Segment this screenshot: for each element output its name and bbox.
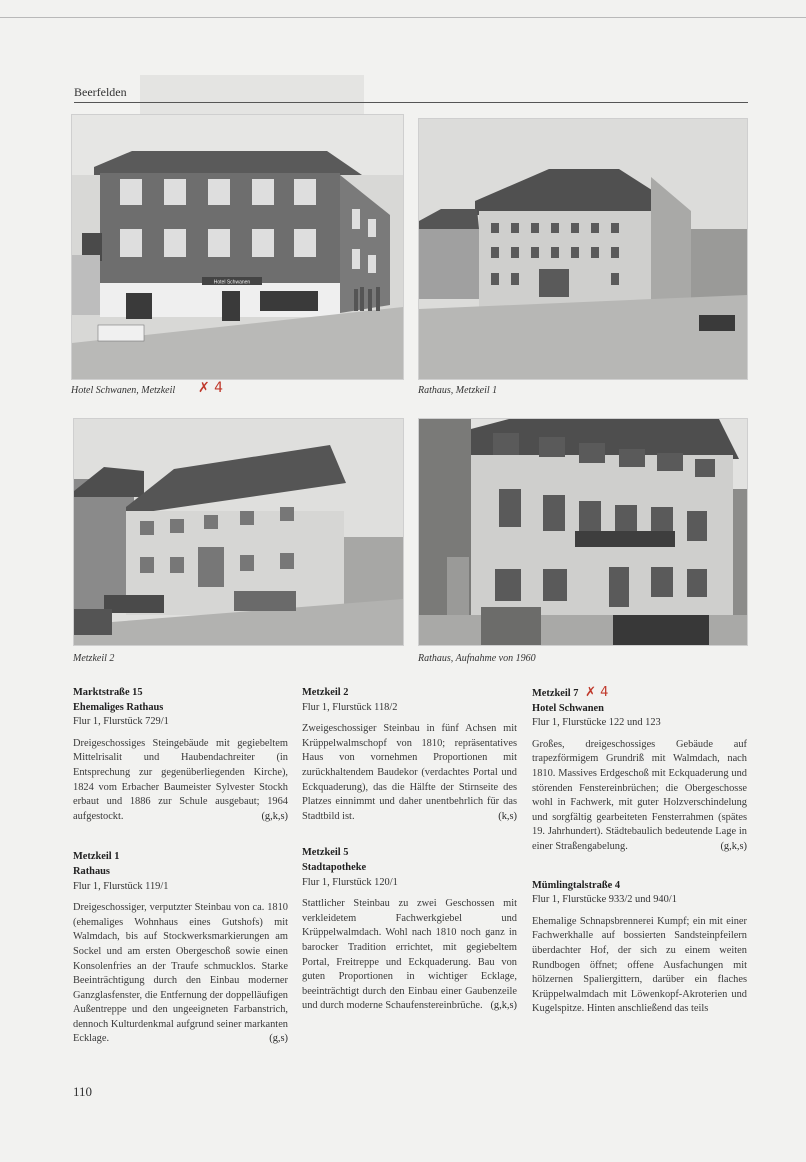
photo-hotel-schwanen <box>71 114 404 380</box>
entry-address-line <box>532 686 747 702</box>
handwritten-annotation: ✗ 4 <box>585 685 609 700</box>
entry-marks: (g,k,s) <box>720 840 747 852</box>
entry-parcel: Flur 1, Flurstück 118/2 <box>302 701 398 713</box>
photo-caption: Hotel Schwanen, Metzkeil <box>71 385 176 396</box>
text-column-right <box>532 686 747 1017</box>
spacer <box>532 855 747 879</box>
text-column-left <box>73 686 288 1047</box>
entry-metzkeil-5 <box>302 846 517 1014</box>
entry-metzkeil-7 <box>532 686 747 855</box>
entry-marks: (g,k,s) <box>490 1000 517 1012</box>
scan-top-edge <box>0 17 806 18</box>
entry-address: Metzkeil 7 <box>532 688 579 699</box>
entry-name: Stadtapotheke <box>302 861 367 873</box>
entry-name: Rathaus <box>73 865 110 877</box>
photo-caption: Rathaus, Metzkeil 1 <box>418 385 498 396</box>
entry-parcel: Flur 1, Flurstücke 122 und 123 <box>532 717 661 729</box>
photo-caption: Metzkeil 2 <box>73 653 115 664</box>
photo-metzkeil-2 <box>73 418 404 646</box>
entry-description: Dreigeschossiges Steingebäude mit gegiebeltem Mittelrisalit und Haubendachreiter (in Entsprechung zur gegenüberliegenden Kirche), 1824 vom Erbacher Baumeister Sylvester Stockh erbaut und 1886 zur Schule ausgebaut; 1964 aufgestockt. <box>73 737 288 822</box>
entry-address: Metzkeil 2 <box>302 687 349 698</box>
entry-address: Marktstraße 15 <box>73 687 143 698</box>
entry-description: Großes, dreigeschossiges Gebäude auf trapezförmigem Grundriß mit Walmdach, nach 1810. Massives Erdgeschoß mit Eckquaderung und störenden Fenstereinbrüchen; die Obergeschosse wohl in Fachwerk, mit guter Holzverschindelung und sorgfältig gearbeiteten Fensterrahmen (spätes 19. Jahrhundert). Städtebaulich bedeutende Lage in einer Straßengabelung. <box>532 738 747 852</box>
entry-name: Ehemaliges Rathaus <box>73 701 164 713</box>
entry-description: Dreigeschossiger, verputzter Steinbau von ca. 1810 (ehemaliges Wohnhaus eines Gutshofs) mit Walmdach, bis auf Stockwerksmarkierungen am Sockel und am ersten Obergeschoß sowie einen Konsolenfries an der Traufe schmucklos. Starke Beeinträchtigung durch den Einbau moderner Ganzglasfenster, die Entfernung der doppelläufigen Außentreppe und den ungeeigneten Farbanstrich, dennoch Kulturdenkmal aufgrund seiner markanten Ecklage. <box>73 902 288 1045</box>
entry-address: Mümlingtalstraße 4 <box>532 879 621 891</box>
entry-marks: (g,k,s) <box>261 810 288 822</box>
spacer <box>302 824 517 846</box>
entry-description: Ehemalige Schnapsbrennerei Kumpf; ein mit einer Fachwerkhalle auf bossierten Sandsteinpfeilern überdachter Hof, der sich zu einem weiten Rundbogen öffnet; offene Ausfachungen mit hölzernen Spaliergittern, darüber ein flaches Krüppelwalmdach mit Löwenkopf-Akroterien und Kugelspitze. Hinten anschließend das teils <box>532 915 747 1015</box>
entry-description: Stattlicher Steinbau zu zwei Geschossen mit verkleidetem Fachwerkgiebel und Krüppelwalmdach. Wohl nach 1810 noch ganz in barocker Tradition errichtet, mit gegiebeltem Portal, Freitreppe und Eckquaderung. Bau von guten Proportionen in wichtiger Ecklage, beeinträchtigt durch den Einbau einer Gaubenzeile und durch moderne Schaufenstereinbrüche. <box>302 898 517 1012</box>
spacer <box>73 824 288 850</box>
entry-muemlingtalstrasse-4 <box>532 879 747 1017</box>
photo-caption: Rathaus, Aufnahme von 1960 <box>418 653 536 664</box>
photo-rathaus-metzkeil-1 <box>418 118 748 380</box>
entry-address: Metzkeil 5 <box>302 847 349 859</box>
entry-marks: (k,s) <box>498 810 517 822</box>
entry-metzkeil-1 <box>73 850 288 1047</box>
entry-parcel: Flur 1, Flurstück 120/1 <box>302 876 398 888</box>
header-rule <box>74 102 748 103</box>
running-header: Beerfelden <box>74 85 127 99</box>
entry-description: Zweigeschossiger Steinbau in fünf Achsen mit Krüppelwalmschopf von 1810; repräsentatives Haus von vornehmen Proportionen mit zurückhaltendem Baudekor (verdachtes Portal und Eckquaderung), das die Hälfte der Stirnseite des Platzes einnimmt und daher unentbehrlich für das Stadtbild ist. <box>302 723 517 822</box>
entry-parcel: Flur 1, Flurstück 729/1 <box>73 716 169 728</box>
entry-parcel: Flur 1, Flurstücke 933/2 und 940/1 <box>532 894 677 906</box>
entry-marktstrasse-15 <box>73 686 288 824</box>
page-number: 110 <box>73 1084 93 1099</box>
photo-rathaus-1960 <box>418 418 748 646</box>
entry-address: Metzkeil 1 <box>73 851 120 863</box>
entry-name: Hotel Schwanen <box>532 702 604 714</box>
handwritten-annotation: ✗ 4 <box>198 380 224 396</box>
entry-metzkeil-2 <box>302 686 517 824</box>
entry-marks: (g,s) <box>269 1033 288 1045</box>
text-column-middle <box>302 686 517 1014</box>
entry-parcel: Flur 1, Flurstück 119/1 <box>73 880 169 892</box>
hotel-sign: Hotel Schwanen <box>213 279 251 286</box>
